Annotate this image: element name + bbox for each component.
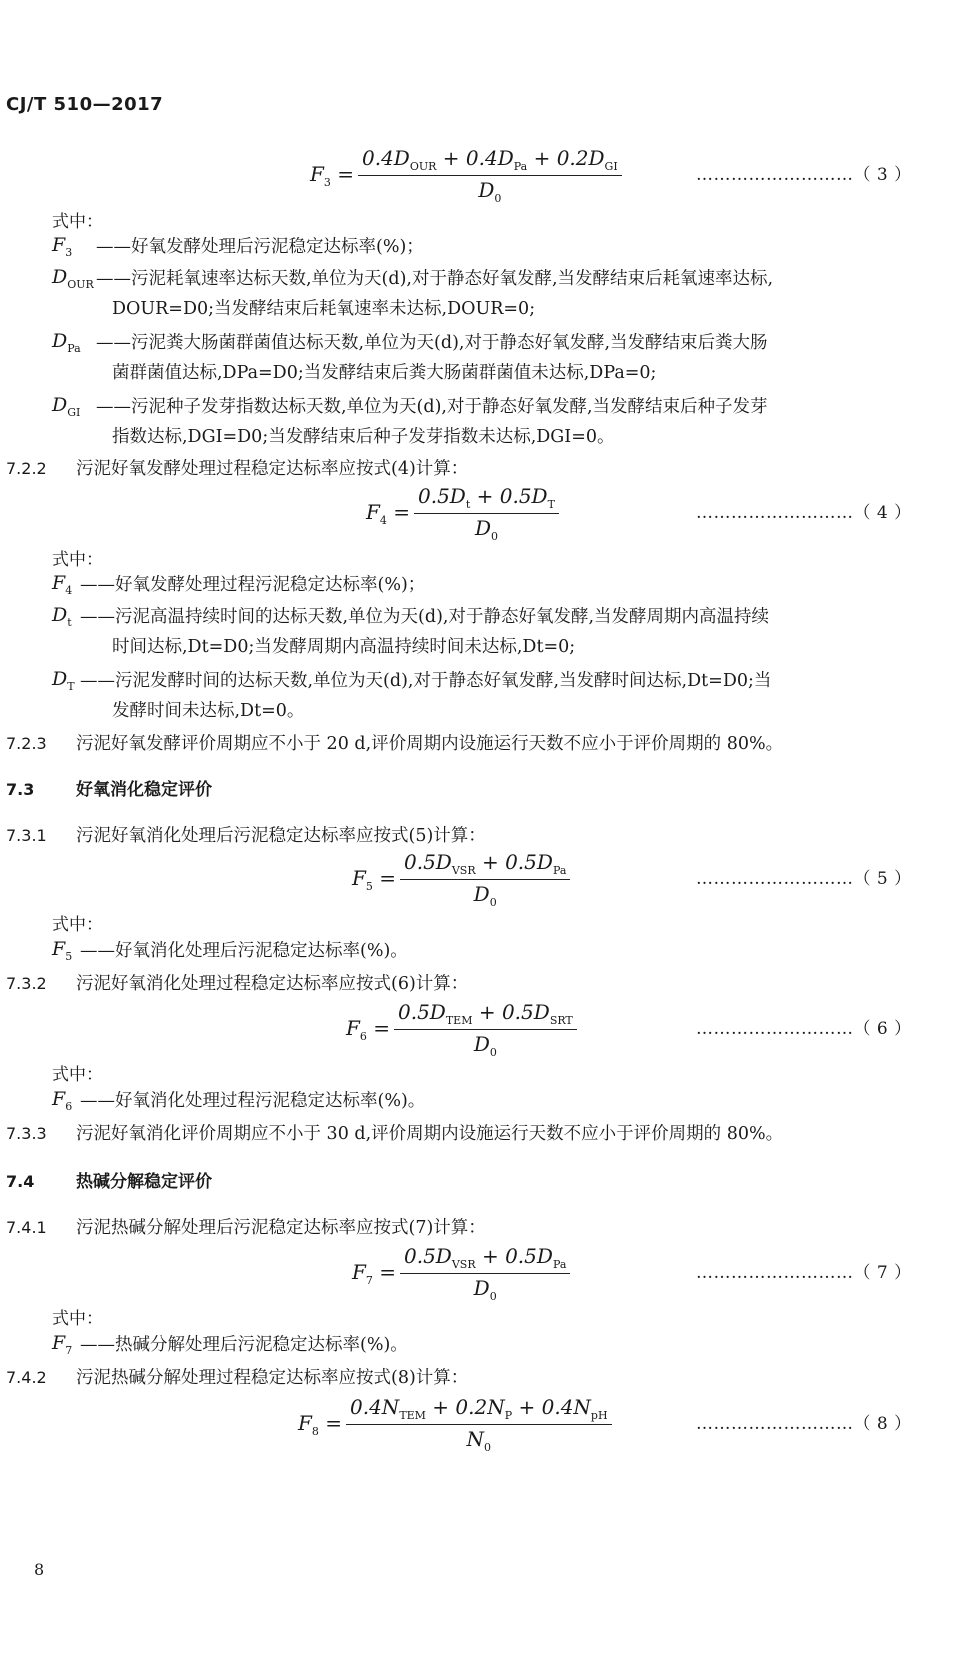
page-number: 8 [34,1560,45,1579]
clause-7-3-3: 7.3.3 污泥好氧消化评价周期应不小于 30 d,评价周期内设施运行天数不应小于评价周期的 80%。 [6,1124,784,1144]
equation-lhs: $F_5$ = [352,866,397,893]
definition-dgi-line2: 指数达标,DGI=D0;当发酵结束后种子发芽指数未达标,DGI=0。 [112,427,615,447]
clause-7-4-2: 7.4.2 污泥热碱分解处理过程稳定达标率应按式(8)计算： [6,1368,469,1388]
equation-lhs: $F_3$ = [310,162,355,189]
numerator: $0.5D_{TEM} + 0.5D_{SRT}$ [394,1000,577,1030]
clause-7-2-3: 7.2.3 污泥好氧发酵评价周期应不小于 20 d,评价周期内设施运行天数不应小于评价周期的 80%。 [6,734,784,754]
numerator: $0.5D_{VSR} + 0.5D_{Pa}$ [400,1244,570,1274]
definition-dt-line2: 时间达标,Dt=D0;当发酵周期内高温持续时间未达标,Dt=0; [112,637,576,657]
equation-fraction [346,1395,612,1454]
where-label: 式中： [52,212,103,232]
symbol-f4: $F_4$ [52,572,73,597]
equation-lhs: $F_6$ = [346,1016,391,1043]
equation-fraction [394,1000,577,1059]
section-7-4-heading: 7.4 热碱分解稳定评价 [6,1172,212,1192]
equation-lhs: $F_7$ = [352,1260,397,1287]
numerator: $0.4D_{OUR} + 0.4D_{Pa} + 0.2D_{GI}$ [358,146,622,176]
equation-number: ………………………（ 6 ） [696,1019,912,1039]
equation-lhs: $F_8$ = [298,1411,343,1438]
where-label: 式中： [52,1309,103,1329]
equation-fraction [358,146,622,205]
denominator: $D_0$ [474,516,498,543]
equation-number: ………………………（ 7 ） [696,1263,912,1283]
definition-f4: ——好氧发酵处理过程污泥稳定达标率(%)； [80,575,426,595]
clause-7-3-1: 7.3.1 污泥好氧消化处理后污泥稳定达标率应按式(5)计算： [6,826,486,846]
equation-fraction [400,1244,570,1303]
definition-f6: ——好氧消化处理过程污泥稳定达标率(%)。 [80,1091,426,1111]
definition-dour-line2: DOUR=D0;当发酵结束后耗氧速率未达标,DOUR=0; [112,299,536,319]
symbol-f6: $F_6$ [52,1088,73,1113]
numerator: $0.5D_{VSR} + 0.5D_{Pa}$ [400,850,570,880]
definition-dT-line2: 发酵时间未达标,Dt=0。 [112,701,305,721]
definition-f7: ——热碱分解处理后污泥稳定达标率(%)。 [80,1335,408,1355]
equation-fraction [414,484,559,543]
symbol-dpa: $D_{Pa}$ [52,330,81,355]
equation-5 [352,850,672,910]
definition-dT-line1: ——污泥发酵时间的达标天数,单位为天(d),对于静态好氧发酵,当发酵时间达标,Dt=D0;当 [80,671,772,691]
denominator: $D_0$ [473,882,497,909]
where-label: 式中： [52,915,103,935]
symbol-f5: $F_5$ [52,938,73,963]
equation-7 [352,1244,672,1304]
definition-dour-line1: ——污泥耗氧速率达标天数,单位为天(d),对于静态好氧发酵,当发酵结束后耗氧速率达标, [96,269,774,289]
denominator: $N_0$ [466,1427,492,1454]
symbol-f7: $F_7$ [52,1332,73,1357]
equation-fraction [400,850,570,909]
denominator: $D_0$ [478,178,502,205]
clause-7-3-2: 7.3.2 污泥好氧消化处理过程稳定达标率应按式(6)计算： [6,974,469,994]
symbol-dour: $D_{OUR}$ [52,266,94,291]
numerator: $0.4N_{TEM} + 0.2N_P + 0.4N_{pH}$ [346,1395,612,1425]
where-label: 式中： [52,1065,103,1085]
definition-dgi-line1: ——污泥种子发芽指数达标天数,单位为天(d),对于静态好氧发酵,当发酵结束后种子发芽 [96,397,768,417]
symbol-f3: $F_3$ [52,234,73,259]
where-label: 式中： [52,550,103,570]
equation-number: ………………………（ 8 ） [696,1414,912,1434]
definition-dpa-line2: 菌群菌值达标,DPa=D0;当发酵结束后粪大肠菌群菌值未达标,DPa=0; [112,363,657,383]
clause-7-2-2: 7.2.2 污泥好氧发酵处理过程稳定达标率应按式(4)计算： [6,459,469,479]
standard-code: CJ/T 510—2017 [6,94,164,115]
definition-f5: ——好氧消化处理后污泥稳定达标率(%)。 [80,941,408,961]
section-7-3-heading: 7.3 好氧消化稳定评价 [6,780,212,800]
equation-8 [298,1395,678,1455]
numerator: $0.5D_t + 0.5D_T$ [414,484,559,514]
definition-dpa-line1: ——污泥粪大肠菌群菌值达标天数,单位为天(d),对于静态好氧发酵,当发酵结束后粪大肠 [96,333,768,353]
clause-7-4-1: 7.4.1 污泥热碱分解处理后污泥稳定达标率应按式(7)计算： [6,1218,486,1238]
equation-4 [366,484,686,544]
denominator: $D_0$ [473,1276,497,1303]
equation-lhs: $F_4$ = [366,500,411,527]
equation-number: ………………………（ 4 ） [696,503,912,523]
symbol-dgi: $D_{GI}$ [52,394,81,419]
denominator: $D_0$ [473,1032,497,1059]
definition-f3: ——好氧发酵处理后污泥稳定达标率(%)； [96,237,424,257]
equation-number: ………………………（ 3 ） [696,165,912,185]
equation-6 [346,1000,676,1060]
equation-number: ………………………（ 5 ） [696,869,912,889]
symbol-dt: $D_t$ [52,604,72,629]
symbol-dT: $D_T$ [52,668,75,693]
definition-dt-line1: ——污泥高温持续时间的达标天数,单位为天(d),对于静态好氧发酵,当发酵周期内高温持续 [80,607,770,627]
